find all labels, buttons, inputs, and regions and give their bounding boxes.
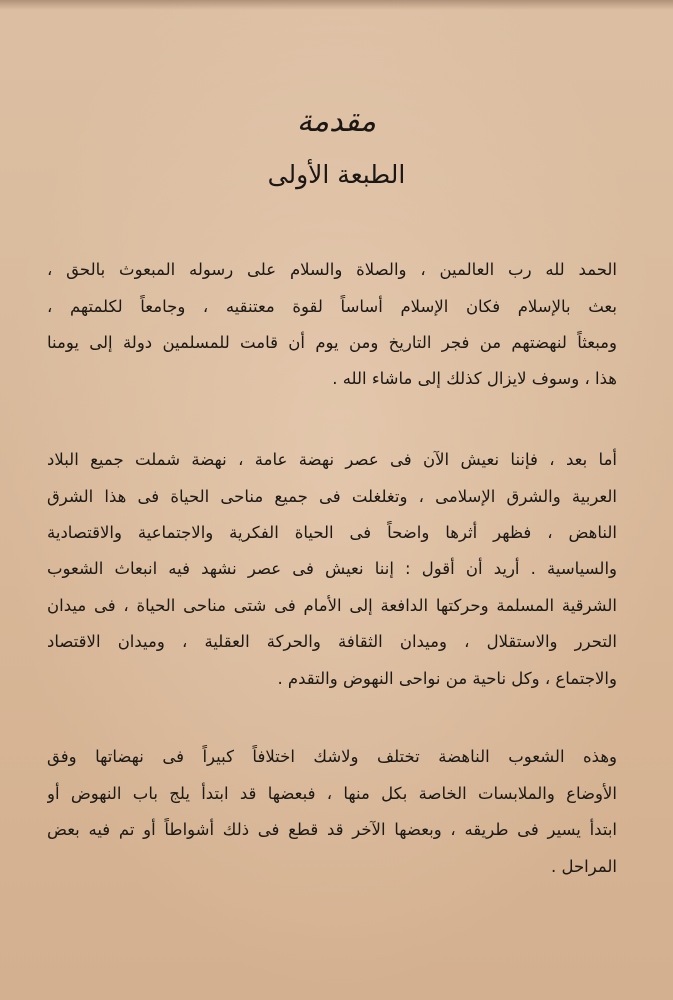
text-line: الشرقية المسلمة وحركتها الدافعة إلى الأمام فى شتى مناحى الحياة ، فى ميدان (47, 596, 617, 615)
page-title: مقدمة (296, 104, 377, 139)
text-line: التحرر والاستقلال ، وميدان الثقافة والحركة العقلية ، وميدان الاقتصاد (47, 632, 617, 651)
page-subtitle: الطبعة الأولى (267, 160, 406, 189)
page-top-shadow (0, 0, 673, 10)
text-line: الناهض ، فظهر أثرها واضحاً فى الحياة الفكرية والاجتماعية والاقتصادية (47, 523, 617, 542)
text-line: وهذه الشعوب الناهضة تختلف ولاشك اختلافاً كبيراً فى نهضاتها وفق (47, 747, 617, 766)
text-line: ومبعثاً لنهضتهم من فجر التاريخ ومن يوم أن قامت للمسلمين دولة إلى يومنا (47, 333, 617, 352)
text-line: الحمد لله رب العالمين ، والصلاة والسلام على رسوله المبعوث بالحق ، (47, 260, 617, 279)
text-line: المراحل . (550, 857, 617, 876)
text-line: ابتدأ يسير فى طريقه ، وبعضها الآخر قد قطع فى ذلك أشواطاً أو تم فيه بعض (47, 820, 617, 839)
text-line: العربية والشرق الإسلامى ، وتغلغلت فى جميع مناحى الحياة فى هذا الشرق (47, 487, 617, 506)
text-line: والاجتماع ، وكل ناحية من نواحى النهوض والتقدم . (277, 669, 617, 688)
text-line: هذا ، وسوف لايزال كذلك إلى ماشاء الله . (332, 369, 617, 388)
text-line: أما بعد ، فإننا نعيش الآن فى عصر نهضة عامة ، نهضة شملت جميع البلاد (47, 450, 617, 469)
text-line: بعث بالإسلام فكان الإسلام أساساً لقوة معتنقيه ، وجامعاً لكلمتهم ، (47, 297, 617, 316)
text-line: الأوضاع والملابسات الخاصة بكل منها ، فبعضها قد ابتدأ يلج باب النهوض أو (47, 784, 617, 803)
text-line: والسياسية . أريد أن أقول : إننا نعيش فى عصر نشهد فيه انبعاث الشعوب (47, 559, 617, 578)
